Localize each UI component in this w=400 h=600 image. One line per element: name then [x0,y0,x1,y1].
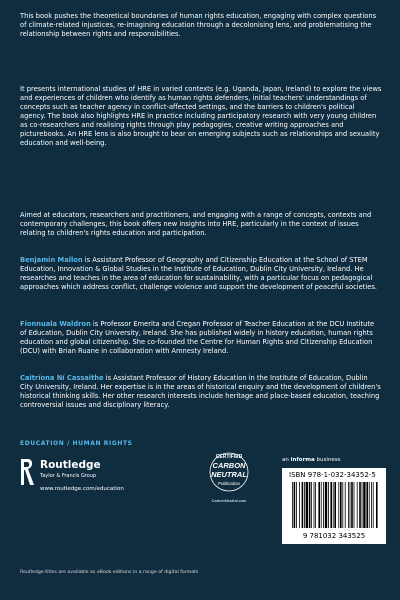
publisher-url[interactable]: www.routledge.com/education [40,486,124,492]
publisher-logo [18,455,128,505]
barcode [282,468,386,544]
informa-note: an informa business [282,457,341,463]
publisher-group: Taylor & Francis Group [40,473,97,479]
author-bio-text: is Assistant Professor of History Education in the Institute of Education, Dublin City University, Ireland. Her expertise is in the areas of historical enquiry and the development of children's historical thinking skills. Her other research interests include heritage and place-based education, teaching controversial issues and disciplinary literacy. [20,374,381,409]
author-bio-text: is Assistant Professor of Geography and Citizenship Education at the School of STEM Education, Innovation & Global Studies in the Institute of Education, Dublin City University, Ireland. He researches and teaches in the area of education for sustainability, with a particular focus on pedagogical approaches which address conflict, challenge violence and support the development of peaceful societies. [20,256,377,291]
ebook-note: Routledge titles are available as eBook editions in a range of digital formats [20,570,199,575]
blurb-paragraph-3: Aimed at educators, researchers and practitioners, and engaging with a range of concepts, contexts and contemporary challenges, this book offers new insights into HRE, particularly in the context of issues relating to children's rights education and participation. [20,211,372,237]
author-bio-2 [20,320,382,356]
author-bio-text: is Professor Emerita and Cregan Professor of Teacher Education at the DCU Institute of Education, Dublin City University, Ireland. She has published widely in history education, human rights education and global citizenship. She co-founded the Centre for Human Rights and Citizenship Education (DCU) with Brian Ruane in collaboration with Amnesty Ireland. [20,320,375,355]
barcode-graphic [288,482,380,540]
badge-publication: Publication [217,481,240,486]
isbn-label: ISBN 978-1-032-34352-5 [289,471,376,479]
author-name: Benjamin Mallon [20,256,83,264]
author-name: Fionnuala Waldron [20,320,91,328]
barcode-digits: 9 781032 343525 [302,532,366,540]
author-name: Caitríona Ní Cassaithe [20,374,104,382]
routledge-r-icon [18,457,36,487]
badge-carbon: CARBON [212,461,246,470]
author-bio-3 [20,374,382,410]
blurb-paragraph-1: This book pushes the theoretical boundaries of human rights education, engaging with complex questions of climate-related injustices, re-imagining education through a decolonising lens, and problematising the relationship between rights and responsibilities. [20,12,377,38]
badge-neutral: NEUTRAL [211,470,247,479]
carbon-neutral-badge [205,452,253,508]
publisher-name: Routledge [40,459,101,471]
badge-site: CarbonNeutral.com [211,498,247,503]
subject-category: EDUCATION / HUMAN RIGHTS [20,440,133,447]
badge-certified: CERTIFIED [215,454,243,460]
blurb-paragraph-2: It presents international studies of HRE in varied contexts (e.g. Uganda, Japan, Ireland) to explore the views and experiences of children who identify as human rights defenders, initial teachers' understandings of concepts such as teacher agency in conflict-affected settings, and the barriers to children's political agency. The book also highlights HRE in practice including participatory research with very young children as co-researchers and realising rights through play pedagogies, creative writing approaches and picturebooks. An HRE lens is also brought to bear on emerging subjects such as relationships and sexuality education and well-being. [20,85,382,147]
author-bio-1 [20,256,382,292]
